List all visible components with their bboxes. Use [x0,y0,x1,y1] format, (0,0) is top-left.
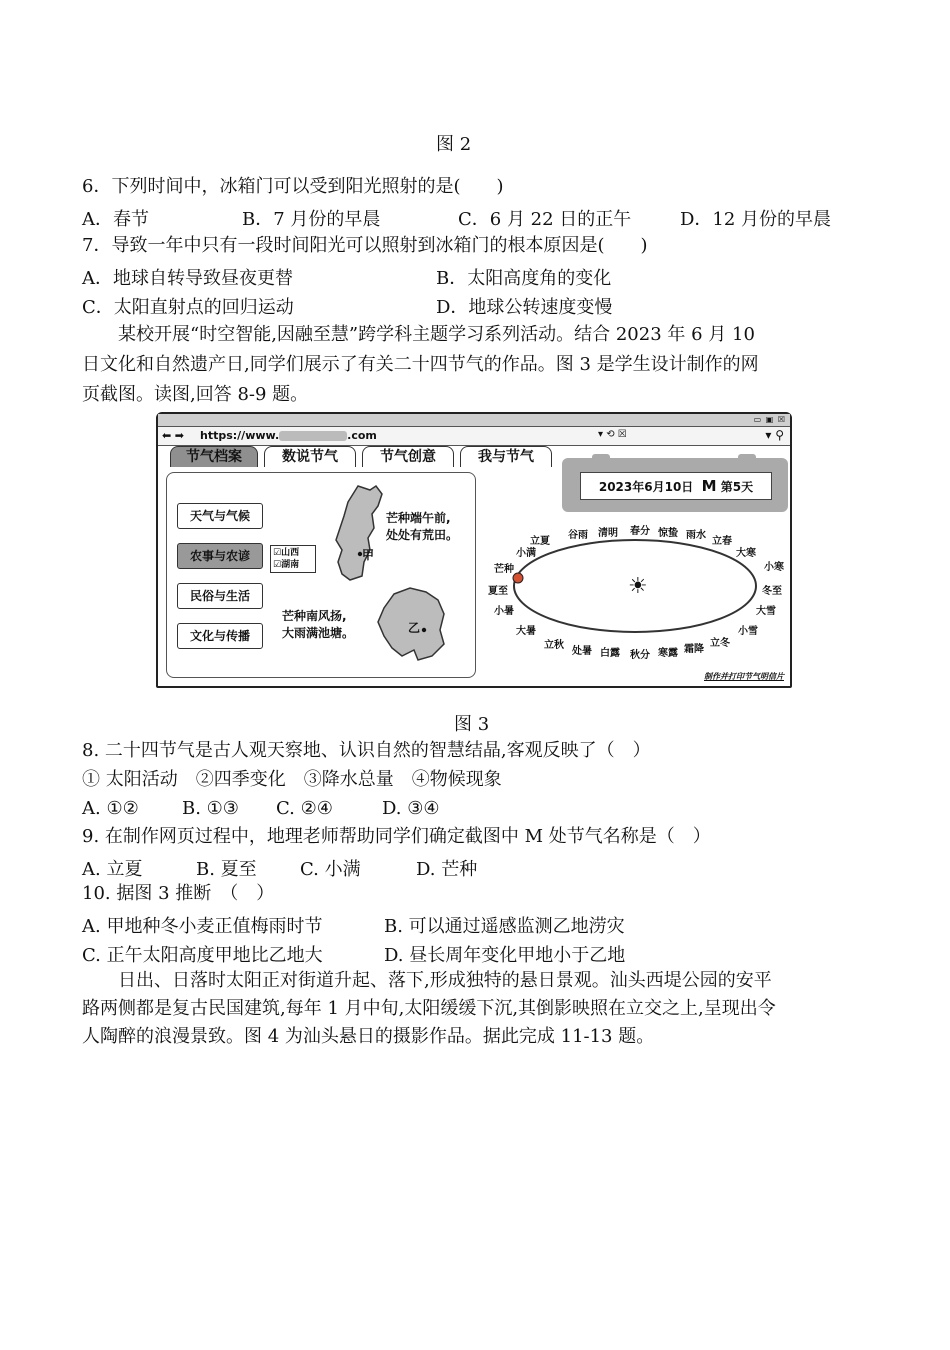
term-lichun: 立春 [712,536,732,547]
term-xiaoman: 小满 [516,548,536,559]
term-qingming: 清明 [598,528,618,539]
tab-woyu-jieqi: 我与节气 [460,446,552,467]
term-yushui: 雨水 [686,530,706,541]
term-daxue: 大雪 [756,606,776,617]
question-7-stem: 7．导致一年中只有一段时间阳光可以照射到冰箱门的根本原因是( ) [82,235,648,256]
figure-3-caption: 图 3 [454,714,490,735]
term-jingzhe: 惊蛰 [658,528,678,539]
q7-option-a: A．地球自转导致昼夜更替 [82,268,293,289]
term-lidong: 立冬 [710,638,730,649]
blurred-domain [279,431,347,441]
q7-option-b: B．太阳高度角的变化 [436,268,612,289]
term-xiaoshu: 小暑 [494,606,514,617]
question-8-items: ① 太阳活动 ②四季变化 ③降水总量 ④物候现象 [82,769,502,790]
menu-farming: 农事与农谚 [177,543,263,569]
question-6-stem: 6．下列时间中，冰箱门可以受到阳光照射的是( ) [82,176,504,197]
term-dashu: 大暑 [516,626,536,637]
q9-option-b: B. 夏至 [196,859,257,880]
term-lixia: 立夏 [530,536,550,547]
calendar-ring [738,454,756,466]
passage-1-line-2: 日文化和自然遗产日,同学们展示了有关二十四节气的作品。图 3 是学生设计制作的网 [82,354,759,375]
proverb-1-line-2: 处处有荒田。 [386,528,459,542]
q6-option-d: D．12 月份的早晨 [680,209,832,230]
browser-titlebar [158,414,790,427]
proverb-2-line-1: 芒种南风扬, [282,609,347,623]
q6-option-c: C．6 月 22 日的正午 [458,209,632,230]
calendar-widget [562,458,788,512]
q9-option-d: D. 芒种 [416,859,478,880]
question-8-stem: 8. 二十四节气是古人观天察地、认识自然的智慧结晶,客观反映了（ ） [82,740,651,761]
tab-jieqi-chuangyi: 节气创意 [362,446,454,467]
question-9-stem: 9. 在制作网页过程中，地理老师帮助同学们确定截图中 M 处节气名称是（ ） [82,826,711,847]
place-yi: 乙 [408,621,421,635]
passage-2-line-2: 路两侧都是复古民国建筑,每年 1 月中旬,太阳缓缓下沉,其倒影映照在立交之上,呈现出令 [82,998,776,1019]
menu-folk-life: 民俗与生活 [177,583,263,609]
address-controls: ▾ ⟲ ☒ [598,429,627,440]
shanxi-map [328,484,388,582]
postcard-link: 制作并打印节气明信片 [704,672,784,681]
term-qiufen: 秋分 [630,650,650,661]
term-dongzhi: 冬至 [762,586,782,597]
term-shuangjiang: 霜降 [684,644,704,655]
term-mangzhong: 芒种 [494,564,514,575]
q10-option-d: D. 昼长周年变化甲地小于乙地 [384,945,626,966]
q10-option-b: B. 可以通过遥感监测乙地涝灾 [384,916,625,937]
term-bailu: 白露 [600,648,620,659]
term-chushu: 处暑 [572,646,592,657]
figure-3-webpage [156,412,792,688]
question-10-stem: 10. 据图 3 推断 （ ） [82,883,275,904]
tab-jieqi-dangan: 节气档案 [170,446,258,467]
q8-option-b: B. ①③ [182,798,239,819]
passage-1-line-3: 页截图。读图,回答 8-9 题。 [82,384,309,405]
passage-2-line-1: 日出、日落时太阳正对街道升起、落下,形成独特的悬日景观。汕头西堤公园的安平 [82,970,772,991]
q10-option-c: C. 正午太阳高度甲地比乙地大 [82,945,323,966]
q6-option-b: B．7 月份的早晨 [242,209,381,230]
submenu-hunan: ☑湖南 [273,560,300,570]
proverb-2-line-2: 大雨满池塘。 [282,626,355,640]
figure-2-caption: 图 2 [436,134,472,155]
q8-option-d: D. ③④ [382,798,440,819]
term-chunfen: 春分 [630,526,650,537]
place-jia: 甲 [362,548,375,562]
url-text: https://www. .com [200,429,377,442]
tab-shushuo-jieqi: 数说节气 [264,446,356,467]
submenu-shanxi: ☑山西 [273,548,300,558]
term-xiaoxue: 小雪 [738,626,758,637]
province-submenu [270,545,316,573]
q8-option-c: C. ②④ [276,798,333,819]
menu-culture: 文化与传播 [177,623,263,649]
browser-address-bar [158,427,790,446]
term-hanlu: 寒露 [658,648,678,659]
q7-option-c: C．太阳直射点的回归运动 [82,297,294,318]
sun-icon: ☀ [628,574,648,599]
calendar-date: 2023年6月10日 M 第5天 [580,472,772,500]
q7-option-d: D．地球公转速度变慢 [436,297,613,318]
q8-option-a: A. ①② [82,798,139,819]
window-buttons: ▭ ▣ ☒ [753,415,786,424]
passage-2-line-3: 人陶醉的浪漫景致。图 4 为汕头悬日的摄影作品。据此完成 11-13 题。 [82,1026,655,1047]
term-xiazhi: 夏至 [488,586,508,597]
q9-option-c: C. 小满 [300,859,361,880]
menu-weather-climate: 天气与气候 [177,503,263,529]
q6-option-a: A．春节 [82,209,149,230]
q10-option-a: A. 甲地种冬小麦正值梅雨时节 [82,916,323,937]
nav-arrows-icon: ⬅ ➡ [162,429,184,442]
calendar-ring [592,454,610,466]
term-dahan: 大寒 [736,548,756,559]
passage-1-line-1: 某校开展“时空智能,因融至慧”跨学科主题学习系列活动。结合 2023 年 6 月 10 [82,324,755,345]
term-xiaohan: 小寒 [764,562,784,573]
term-guyu: 谷雨 [568,530,588,541]
m-marker: M [701,477,717,495]
search-icon: ▾ ⚲ [765,428,784,442]
proverb-1-line-1: 芒种端午前, [386,511,451,525]
q9-option-a: A. 立夏 [82,859,143,880]
term-liqiu: 立秋 [544,640,564,651]
